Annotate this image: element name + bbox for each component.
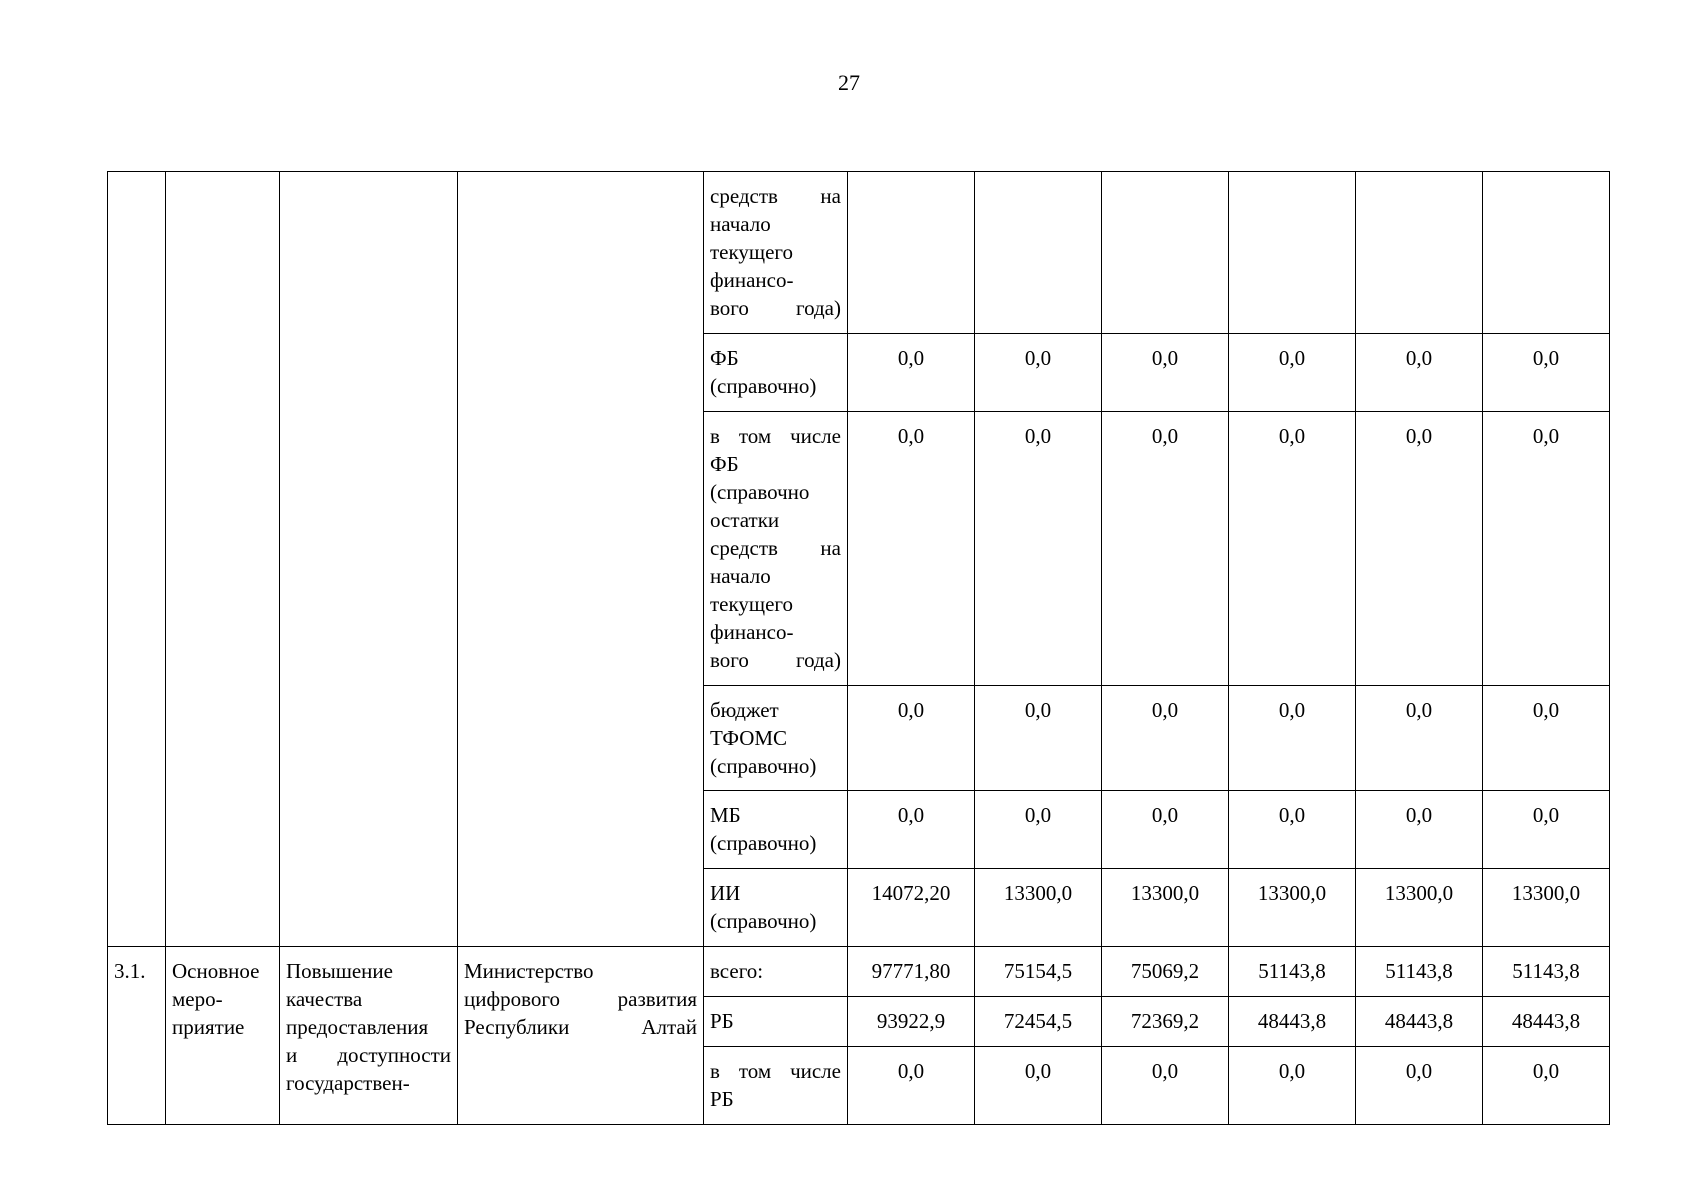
value-cell: 0,0 [1102, 412, 1229, 686]
value-cell [848, 172, 975, 334]
value-cell: 13300,0 [975, 869, 1102, 947]
value-cell: 0,0 [975, 1047, 1102, 1125]
page-number: 27 [838, 70, 860, 95]
source-cell-line: всего: [710, 959, 764, 983]
item-responsible-line: цифрового развития [464, 987, 697, 1011]
value-cell: 0,0 [1483, 412, 1610, 686]
source-cell [704, 172, 848, 334]
source-cell-line: (справочно) [710, 831, 817, 855]
value-cell: 93922,9 [848, 997, 975, 1047]
value-cell: 0,0 [1483, 334, 1610, 412]
item-name-line: Повышение [286, 959, 393, 983]
source-cell [704, 412, 848, 686]
value-cell: 13300,0 [1483, 869, 1610, 947]
value-cell: 72369,2 [1102, 997, 1229, 1047]
value-cell: 0,0 [848, 686, 975, 791]
value-cell: 0,0 [1102, 791, 1229, 869]
source-cell-line: РБ [710, 1009, 734, 1033]
value-cell: 0,0 [1356, 686, 1483, 791]
source-cell-line: средств на [710, 184, 841, 208]
type-cell [166, 172, 280, 947]
value-cell: 0,0 [1102, 1047, 1229, 1125]
table-row [108, 947, 1610, 997]
value-cell: 0,0 [1102, 686, 1229, 791]
value-cell: 0,0 [1229, 791, 1356, 869]
source-cell [704, 334, 848, 412]
source-cell-line: ФБ [710, 346, 739, 370]
value-cell: 48443,8 [1229, 997, 1356, 1047]
source-cell-line: вого года) [710, 296, 841, 320]
source-cell [704, 997, 848, 1047]
value-cell: 0,0 [1483, 1047, 1610, 1125]
item-name-line: и доступности [286, 1043, 451, 1067]
value-cell [1102, 172, 1229, 334]
value-cell: 0,0 [975, 334, 1102, 412]
value-cell: 0,0 [1356, 412, 1483, 686]
value-cell: 0,0 [975, 686, 1102, 791]
source-cell-line: ИИ [710, 881, 741, 905]
source-cell-line: начало [710, 564, 771, 588]
value-cell: 72454,5 [975, 997, 1102, 1047]
value-cell: 0,0 [1356, 791, 1483, 869]
source-cell [704, 791, 848, 869]
value-cell: 0,0 [1102, 334, 1229, 412]
value-cell: 0,0 [1483, 686, 1610, 791]
value-cell: 0,0 [848, 791, 975, 869]
value-cell: 13300,0 [1102, 869, 1229, 947]
number-cell [108, 172, 166, 947]
source-cell-line: текущего [710, 240, 793, 264]
value-cell: 0,0 [975, 412, 1102, 686]
source-cell-line: (справочно) [710, 374, 817, 398]
responsible-cell [458, 172, 704, 947]
value-cell: 97771,80 [848, 947, 975, 997]
value-cell [975, 172, 1102, 334]
item-name-line: качества [286, 987, 363, 1011]
source-cell-line: в том числе [710, 424, 841, 448]
source-cell-line: остатки [710, 508, 780, 532]
source-cell-line: РБ [710, 1087, 734, 1111]
value-cell: 0,0 [1483, 791, 1610, 869]
value-cell: 0,0 [975, 791, 1102, 869]
value-cell: 0,0 [1229, 686, 1356, 791]
item-responsible-line: Министерство [464, 959, 594, 983]
value-cell: 0,0 [848, 412, 975, 686]
source-cell-line: (справочно) [710, 909, 817, 933]
item-responsible-line: Республики Алтай [464, 1015, 697, 1039]
value-cell: 75154,5 [975, 947, 1102, 997]
value-cell: 51143,8 [1229, 947, 1356, 997]
value-cell: 0,0 [1356, 334, 1483, 412]
value-cell: 0,0 [848, 334, 975, 412]
value-cell [1483, 172, 1610, 334]
item-responsible [458, 947, 704, 1125]
source-cell-line: начало [710, 212, 771, 236]
source-cell-line: ФБ [710, 452, 739, 476]
source-cell-line: средств на [710, 536, 841, 560]
source-cell-line: ТФОМС [710, 726, 788, 750]
name-cell [280, 172, 458, 947]
value-cell: 0,0 [848, 1047, 975, 1125]
value-cell: 0,0 [1356, 1047, 1483, 1125]
source-cell-line: бюджет [710, 698, 779, 722]
source-cell-line: текущего [710, 592, 793, 616]
source-cell-line: финансо- [710, 620, 794, 644]
value-cell: 13300,0 [1356, 869, 1483, 947]
value-cell [1356, 172, 1483, 334]
value-cell: 48443,8 [1356, 997, 1483, 1047]
value-cell: 0,0 [1229, 412, 1356, 686]
item-number-line: 3.1. [114, 959, 146, 983]
source-cell-line: (справочно) [710, 754, 817, 778]
source-cell [704, 947, 848, 997]
item-name [280, 947, 458, 1125]
value-cell: 14072,20 [848, 869, 975, 947]
value-cell: 0,0 [1229, 1047, 1356, 1125]
source-cell-line: в том числе [710, 1059, 841, 1083]
source-cell-line: финансо- [710, 268, 794, 292]
item-name-line: государствен- [286, 1071, 410, 1095]
value-cell: 0,0 [1229, 334, 1356, 412]
value-cell: 75069,2 [1102, 947, 1229, 997]
item-name-line: предоставления [286, 1015, 429, 1039]
source-cell [704, 1047, 848, 1125]
source-cell [704, 869, 848, 947]
source-cell-line: вого года) [710, 648, 841, 672]
item-type-line: приятие [172, 1015, 245, 1039]
table-row [108, 172, 1610, 334]
item-number [108, 947, 166, 1125]
source-cell-line: МБ [710, 803, 741, 827]
value-cell: 51143,8 [1356, 947, 1483, 997]
value-cell: 48443,8 [1483, 997, 1610, 1047]
item-type [166, 947, 280, 1125]
value-cell [1229, 172, 1356, 334]
item-type-line: Основное [172, 959, 260, 983]
budget-table [107, 171, 1610, 1125]
value-cell: 13300,0 [1229, 869, 1356, 947]
source-cell [704, 686, 848, 791]
item-type-line: меро- [172, 987, 223, 1011]
value-cell: 51143,8 [1483, 947, 1610, 997]
source-cell-line: (справочно [710, 480, 810, 504]
